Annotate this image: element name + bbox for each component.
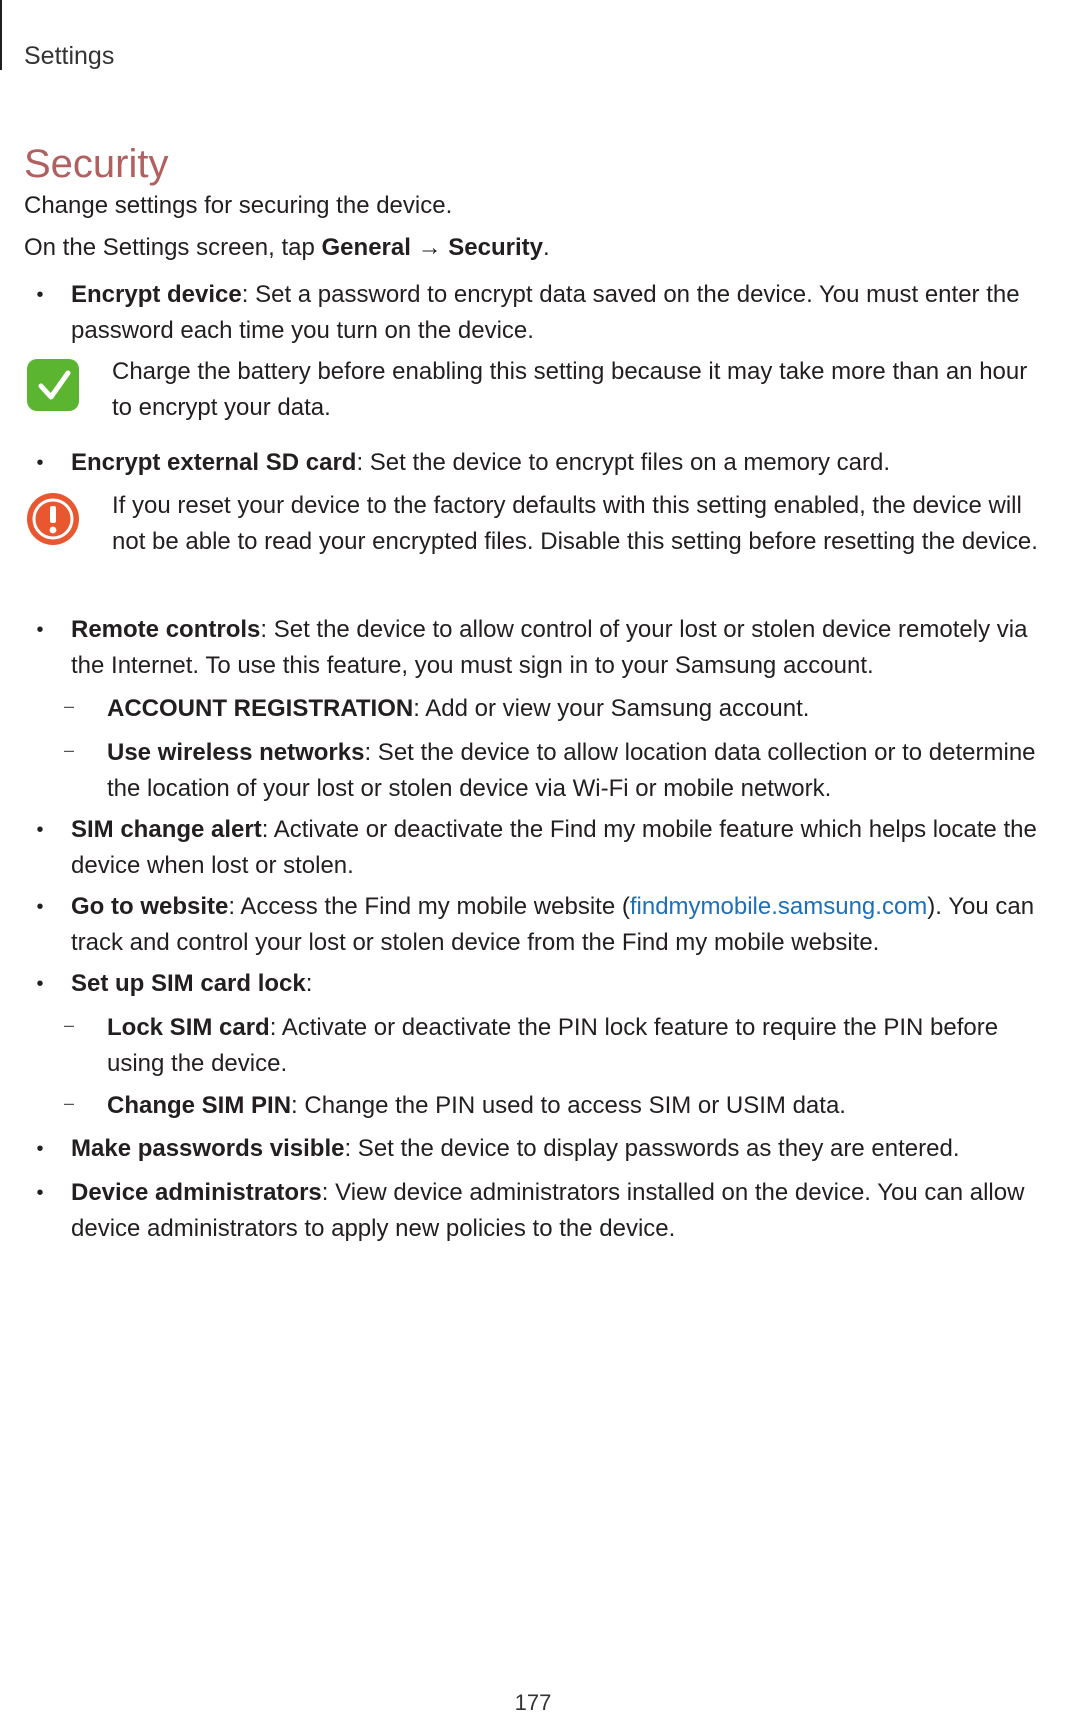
nav-general: General: [321, 234, 411, 261]
list-item-encrypt-sd: • Encrypt external SD card: Set the device to encrypt files on a memory card.: [36, 449, 891, 476]
sub-item-change-sim-pin: – Change SIM PIN: Change the PIN used to access SIM or USIM data.: [64, 1092, 846, 1119]
sub-item-use-wireless: – Use wireless networks: Set the device to allow location data collection or to determine the location of your lost or stolen device via Wi-Fi or mobile network.: [64, 739, 1036, 802]
intro-text: Change settings for securing the device.: [24, 192, 453, 219]
list-item-sim-change-alert: • SIM change alert: Activate or deactivate the Find my mobile feature which helps locate the device when lost or stolen.: [36, 816, 1037, 879]
sub-item-account-registration: – ACCOUNT REGISTRATION: Add or view your Samsung account.: [64, 695, 810, 722]
list-item-encrypt-device: • Encrypt device: Set a password to encrypt data saved on the device. You must enter the password each time you turn on the device.: [36, 281, 1020, 344]
note-battery: Charge the battery before enabling this setting because it may take more than an hour to encrypt your data.: [24, 354, 1046, 426]
nav-instruction: On the Settings screen, tap General → Security.: [24, 234, 550, 261]
caution-reset: If you reset your device to the factory defaults with this setting enabled, the device will not be able to read your encrypted files. Disable this setting before resetting the device.: [24, 488, 1046, 560]
header-rule: [0, 0, 2, 70]
website-link[interactable]: findmymobile.samsung.com: [629, 893, 928, 920]
sub-item-lock-sim-card: – Lock SIM card: Activate or deactivate the PIN lock feature to require the PIN before using the device.: [64, 1014, 999, 1077]
page-number: 177: [514, 1690, 552, 1715]
list-item-make-passwords-visible: • Make passwords visible: Set the device to display passwords as they are entered.: [36, 1135, 960, 1162]
note-check-icon: [24, 356, 82, 414]
page-title: Security: [24, 142, 169, 186]
list-item-device-administrators: • Device administrators: View device administrators installed on the device. You can allow device administrators to apply new policies to the device.: [36, 1179, 1025, 1242]
list-item-go-to-website: • Go to website: Access the Find my mobile website (findmymobile.samsung.com). You can track and control your lost or stolen device from the Find my mobile website.: [36, 893, 1035, 956]
nav-security: Security: [448, 234, 543, 261]
list-item-setup-sim-lock: • Set up SIM card lock:: [36, 970, 313, 997]
list-item-remote-controls: • Remote controls: Set the device to allow control of your lost or stolen device remotely via the Internet. To use this feature, you must sign in to your Samsung account.: [36, 616, 1028, 679]
caution-icon: [24, 490, 82, 548]
running-header: Settings: [24, 42, 115, 70]
